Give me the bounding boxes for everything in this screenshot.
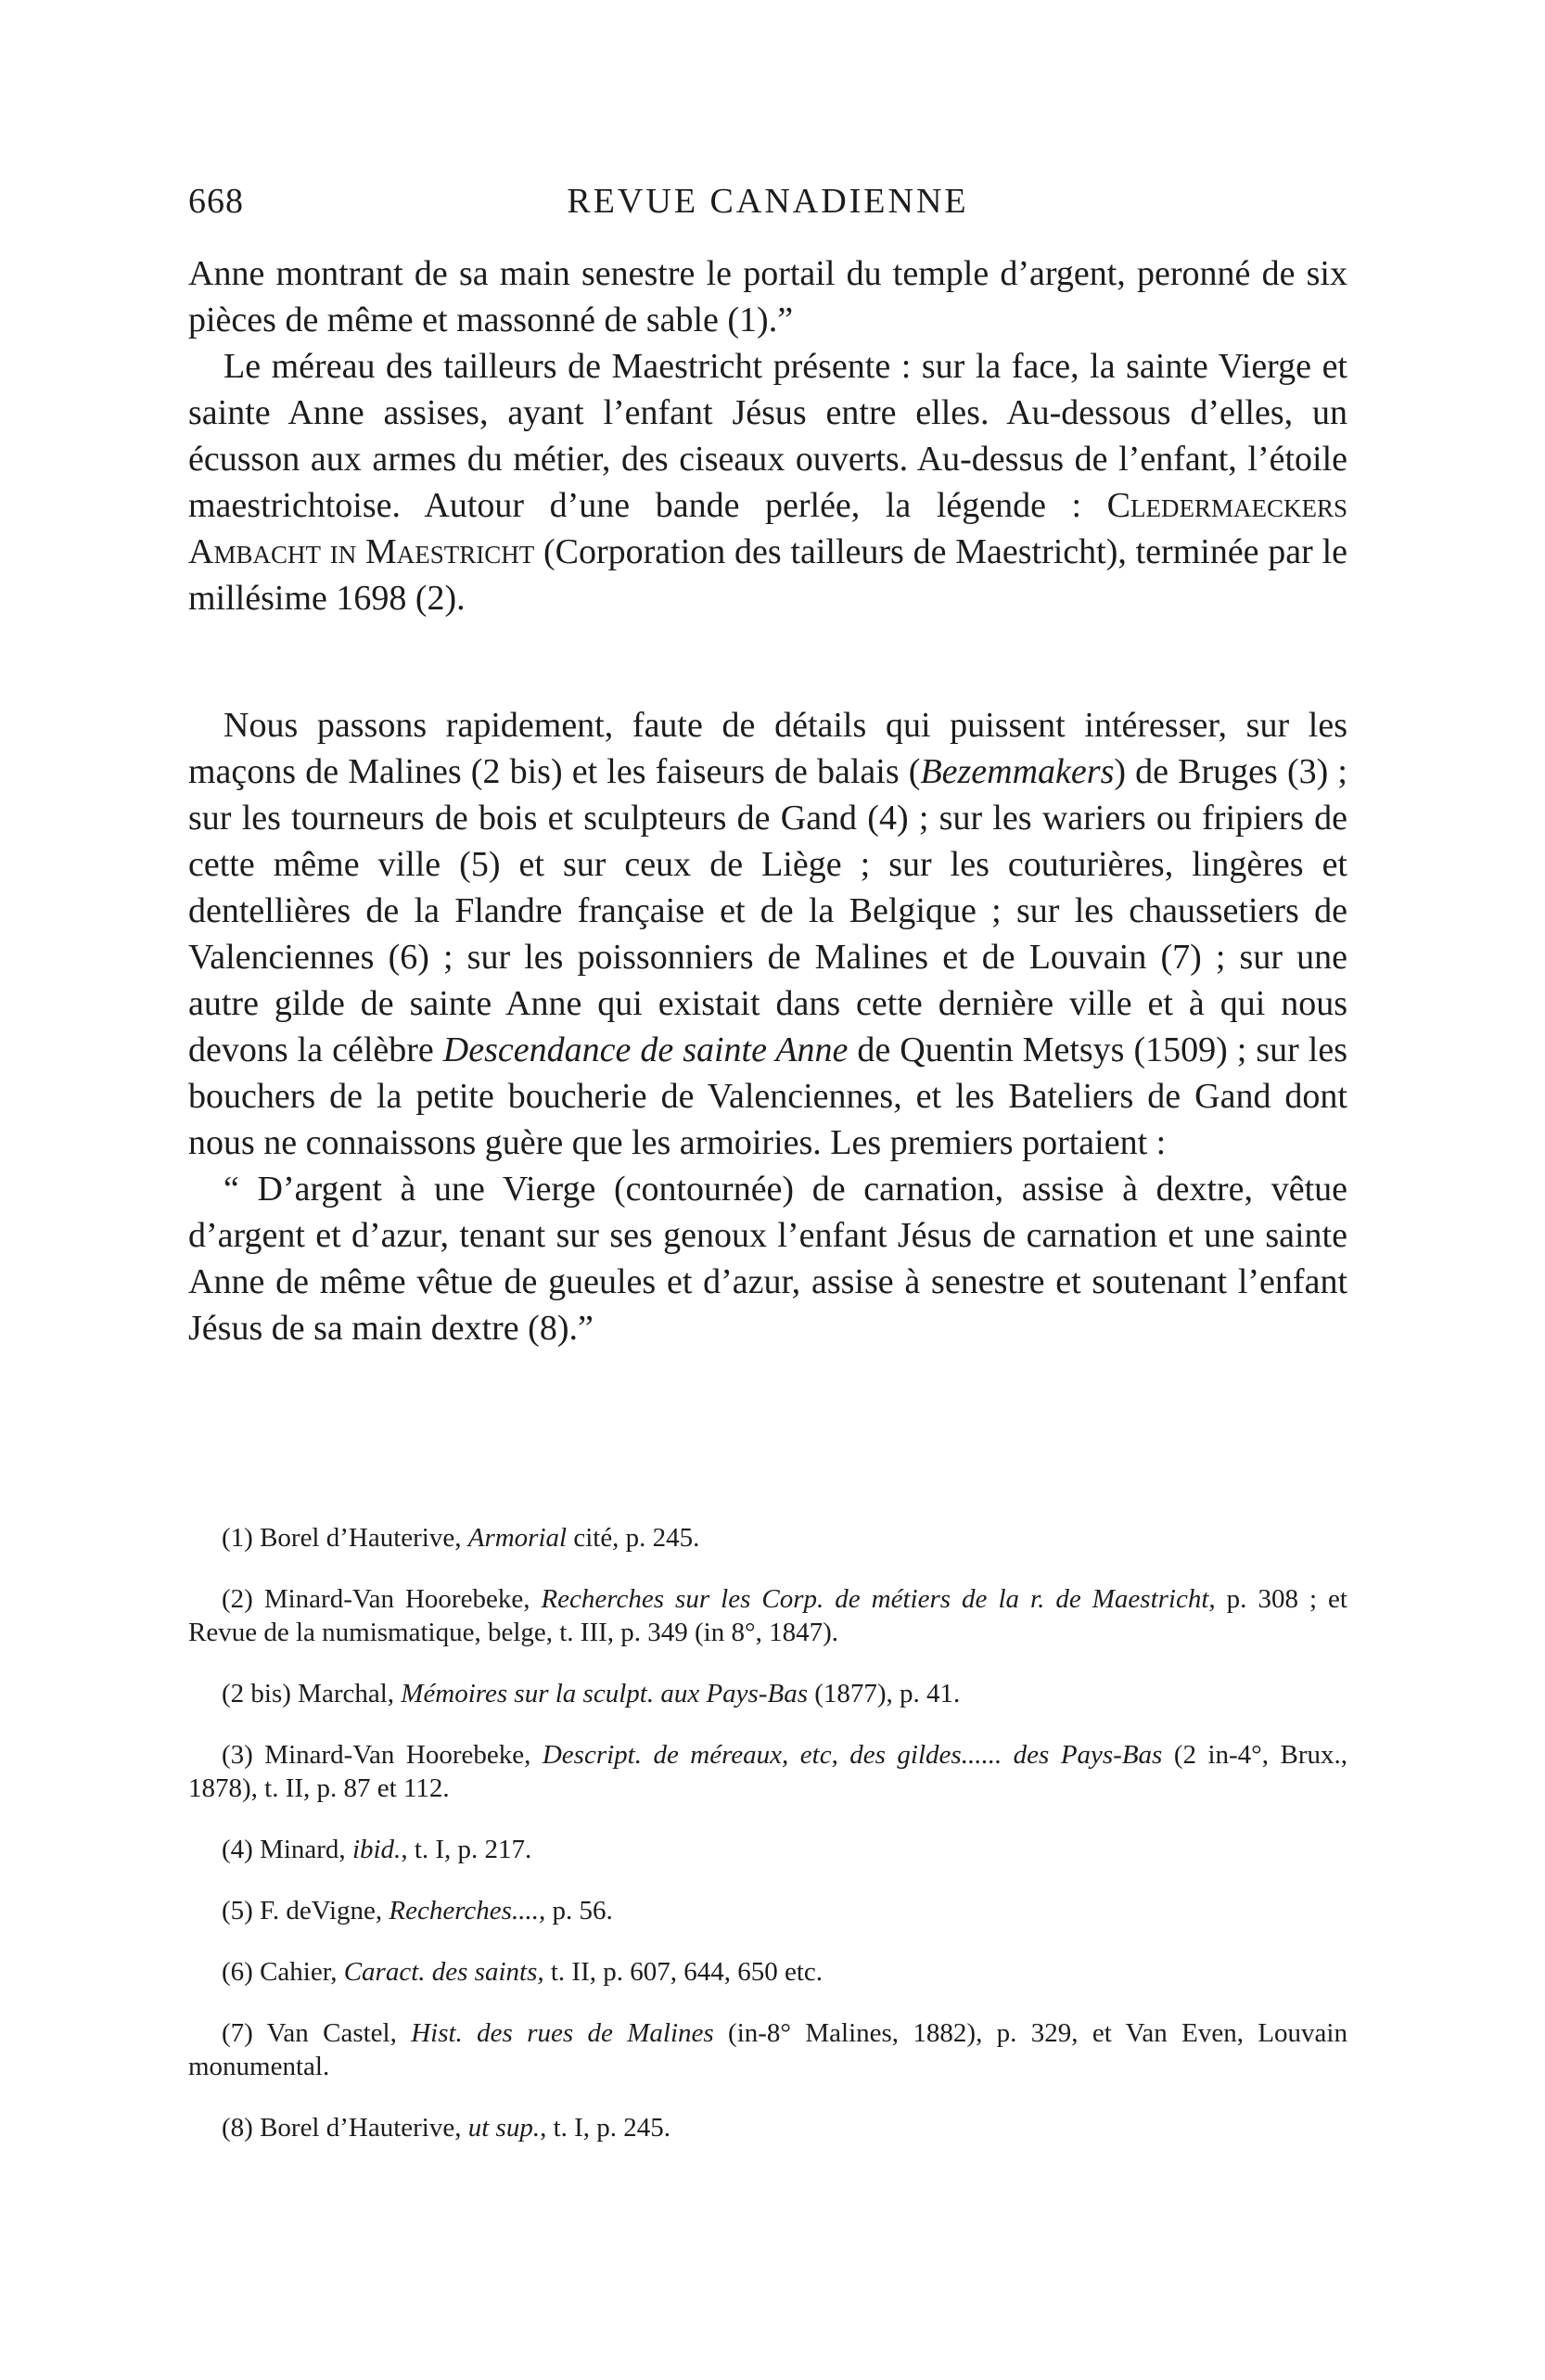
text-run: (Corporation des tailleurs de Maestricht), terminée par le millésime 1698 (2). bbox=[188, 532, 1347, 618]
footnote bbox=[188, 1582, 1347, 1649]
text-run: de Quentin Metsys (1509) ; sur les bouchers de la petite boucherie de Valenciennes, et les Bateliers de Gand dont nous ne connaissons guère que les armoiries. Les premiers portaient : bbox=[188, 1030, 1347, 1162]
footnote-citation: Recherches...., bbox=[389, 1896, 546, 1926]
italic-title: Descendance de sainte Anne bbox=[442, 1030, 849, 1069]
footnote-citation: Armorial bbox=[467, 1523, 568, 1553]
paragraph-mereau-tailleurs bbox=[188, 343, 1347, 621]
footnote-text: (in-8° Malines, 1882), p. 329, et Van Even, Louvain monumental. bbox=[188, 2018, 1347, 2081]
text-run: ) de Bruges (3) ; sur les tourneurs de bois et sculpteurs de Gand (4) ; sur les wariers ou fripiers de cette même ville (5) et sur ceux de Liège ; sur les couturières, lingères et dentellières de la Flandre française et de la Belgique ; sur les chaussetiers de Valenciennes (6) ; sur les poissonniers de Malines et de Louvain (7) ; sur une autre gilde de sainte Anne qui existait dans cette dernière ville et à qui nous devons la célèbre bbox=[188, 752, 1347, 1069]
footnote-text: (1877), p. 41. bbox=[807, 1679, 961, 1708]
paragraph-nous-passons bbox=[188, 702, 1347, 1166]
footnote bbox=[188, 1677, 1347, 1710]
footnote-text: (2) Minard-Van Hoorebeke, bbox=[222, 1584, 542, 1614]
footnote-text: (8) Borel d’Hauterive, bbox=[222, 2113, 468, 2143]
body-text-top bbox=[188, 250, 1347, 621]
footnote-text: (1) Borel d’Hauterive, bbox=[222, 1523, 468, 1553]
footnote bbox=[188, 2111, 1347, 2144]
footnote-citation: Hist. des rues de Malines bbox=[411, 2018, 714, 2048]
footnote bbox=[188, 1833, 1347, 1866]
footnote-text: t. II, p. 607, 644, 650 etc. bbox=[543, 1957, 824, 1987]
legend-small-caps: Cledermaeckers Ambacht in Maestricht bbox=[188, 486, 1348, 571]
footnote bbox=[188, 2016, 1347, 2083]
footnote-text: , t. I, p. 245. bbox=[540, 2113, 671, 2143]
footnote-text: p. 308 ; et Revue de la numismatique, belge, t. III, p. 349 (in 8°, 1847). bbox=[188, 1584, 1347, 1647]
footnote-text: cité, p. 245. bbox=[567, 1523, 700, 1553]
footnote-citation: ibid. bbox=[351, 1835, 402, 1864]
running-title: REVUE CANADIENNE bbox=[567, 182, 969, 221]
page-header bbox=[188, 181, 1347, 237]
footnote-text: (2 in-4°, Brux., 1878), t. II, p. 87 et 112. bbox=[188, 1740, 1347, 1803]
footnote-text: , t. I, p. 217. bbox=[401, 1835, 532, 1864]
italic-term: Bezemmakers bbox=[920, 752, 1115, 791]
text-run: Nous passons rapidement, faute de détails qui puissent intéresser, sur les maçons de Malines (2 bis) et les faiseurs de balais ( bbox=[188, 706, 1347, 791]
footnote-text: (6) Cahier, bbox=[222, 1957, 344, 1987]
footnote-citation: ut sup. bbox=[467, 2113, 541, 2143]
footnote-citation: Mémoires sur la sculpt. aux Pays-Bas bbox=[401, 1679, 808, 1708]
footnote bbox=[188, 1521, 1347, 1555]
footnote-text: p. 56. bbox=[545, 1896, 613, 1926]
footnote-text: (3) Minard-Van Hoorebeke, bbox=[222, 1740, 543, 1770]
footnote-citation: Recherches sur les Corp. de métiers de la r. de Maestricht, bbox=[541, 1584, 1216, 1614]
footnote bbox=[188, 1955, 1347, 1989]
paragraph-continuation: Anne montrant de sa main senestre le portail du temple d’argent, peronné de six pièces de même et massonné de sable (1).” bbox=[188, 254, 1347, 339]
heraldic-quote: “ D’argent à une Vierge (contournée) de carnation, assise à dextre, vêtue d’argent et d’azur, tenant sur ses genoux l’enfant Jésus de carnation et une sainte Anne de même vêtue de gueules et d’azur, assise à senestre et soutenant l’enfant Jésus de sa main dextre (8).” bbox=[188, 1170, 1347, 1348]
footnote-text: (5) F. deVigne, bbox=[222, 1896, 389, 1926]
footnote-citation: Caract. des saints, bbox=[343, 1957, 544, 1987]
footnote-text: (2 bis) Marchal, bbox=[222, 1679, 402, 1708]
footnote-citation: Descript. de méreaux, etc, des gildes...... des Pays-Bas bbox=[542, 1740, 1163, 1770]
page-number: 668 bbox=[188, 182, 244, 221]
footnote-text: (4) Minard, bbox=[222, 1835, 352, 1864]
footnote bbox=[188, 1738, 1347, 1805]
footnote bbox=[188, 1894, 1347, 1927]
footnotes bbox=[188, 1521, 1347, 2172]
text-run: Le méreau des tailleurs de Maestricht présente : sur la face, la sainte Vierge et sainte Anne assises, ayant l’enfant Jésus entre elles. Au-dessous d’elles, un écusson aux armes du métier, des ciseaux ouverts. Au-dessus de l’enfant, l’étoile maestrichtoise. Autour d’une bande perlée, la légende : bbox=[188, 347, 1347, 525]
footnote-text: (7) Van Castel, bbox=[222, 2018, 412, 2048]
body-text-main bbox=[188, 702, 1347, 1351]
